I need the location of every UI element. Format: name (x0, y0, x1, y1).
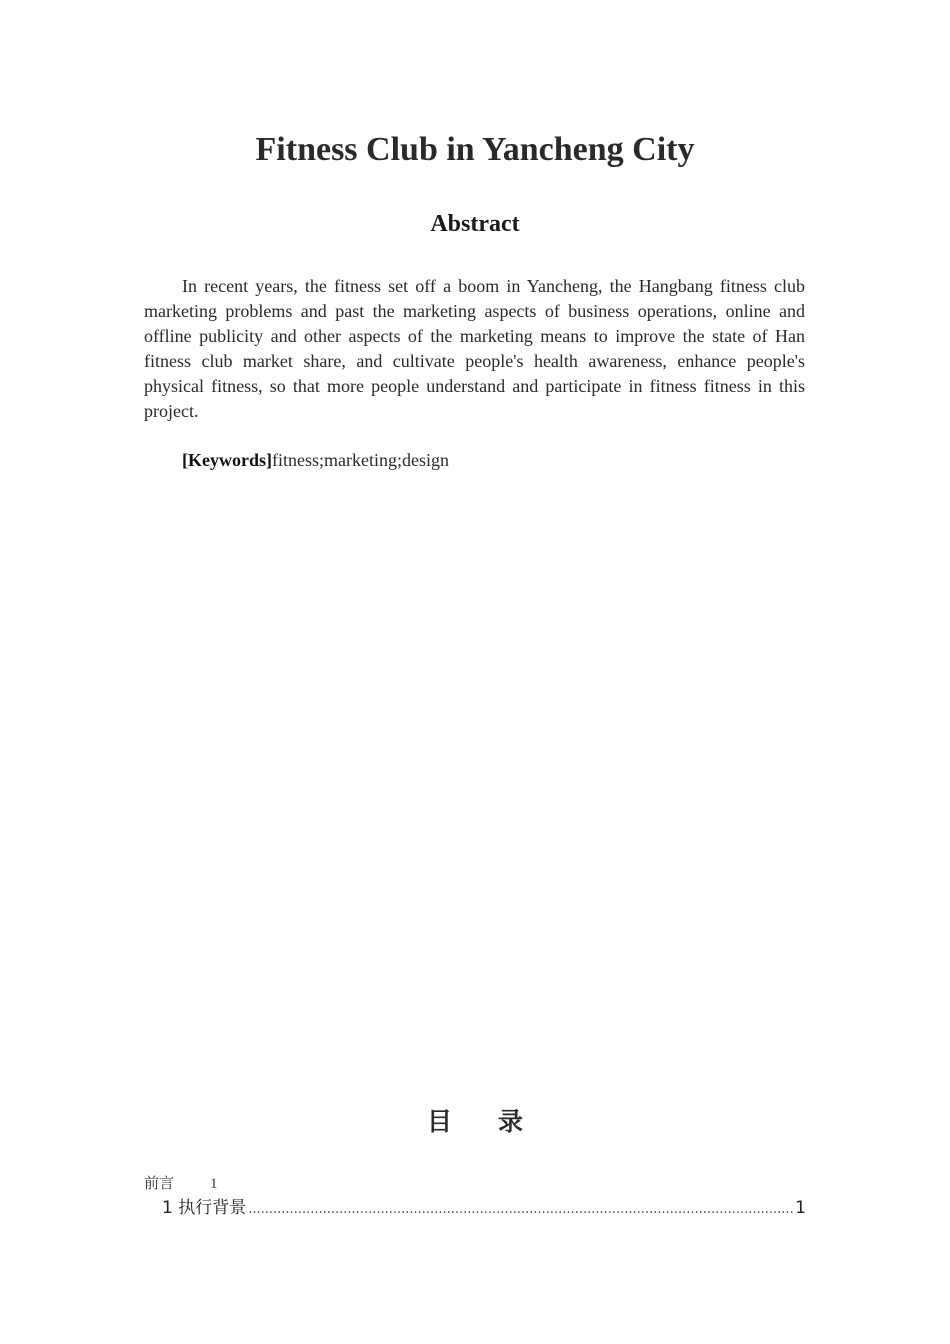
toc-entry-label: 前言 (144, 1174, 175, 1192)
toc-entry[interactable] (144, 1172, 218, 1195)
toc-entry-label: 1 执行背景 (162, 1198, 247, 1218)
toc-heading (0, 1104, 950, 1140)
abstract-heading: Abstract (430, 211, 520, 237)
keywords-line (182, 448, 449, 473)
keywords-label: [Keywords] (182, 450, 272, 470)
toc-entry-page: 1 (210, 1176, 218, 1192)
document-title: Fitness Club in Yancheng City (255, 131, 695, 168)
toc-heading-part1: 目 (426, 1107, 452, 1136)
abstract-paragraph: In recent years, the fitness set off a boom in Yancheng, the Hangbang fitness club marketing problems and past the marketing aspects of business operations, online and offline publicity and other aspects of the marketing means to improve the state of Han fitness club market share, and cultivate people's health awareness, enhance people's physical fitness, so that more people understand and participate in fitness fitness in this project. (144, 276, 805, 421)
toc-entry-page: 1 (795, 1198, 806, 1218)
toc-entry[interactable] (162, 1196, 806, 1220)
toc-heading-part2: 录 (498, 1107, 524, 1136)
toc-leader-dots (248, 1198, 793, 1222)
keywords-value: fitness;marketing;design (271, 450, 449, 470)
